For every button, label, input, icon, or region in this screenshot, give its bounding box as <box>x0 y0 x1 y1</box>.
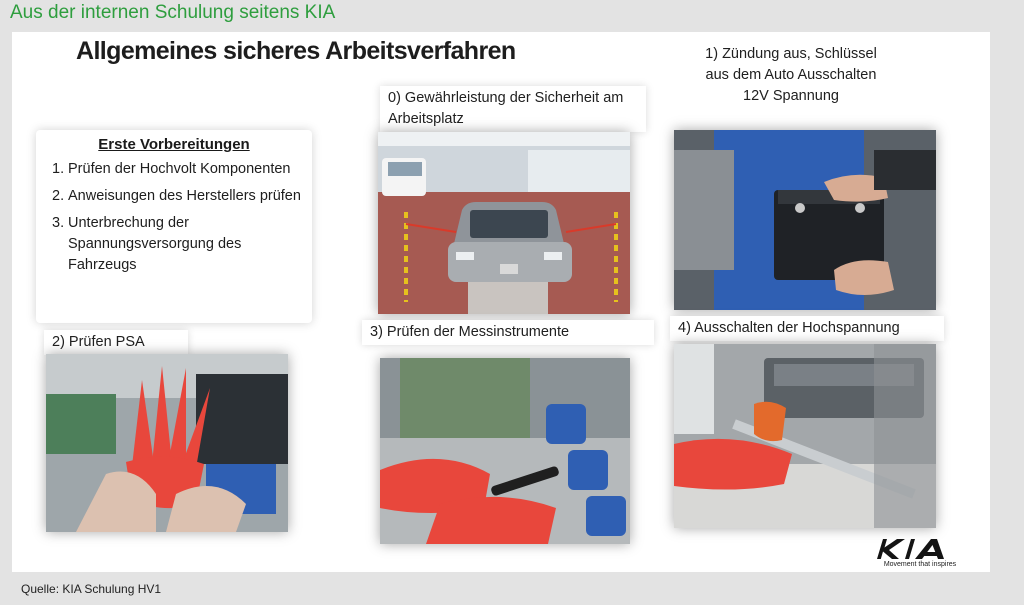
preparation-list <box>36 159 312 276</box>
slide <box>12 32 990 572</box>
battery-disconnect-illustration <box>674 130 936 310</box>
step4-caption: 4) Ausschalten der Hochspannung <box>670 316 944 341</box>
kia-tagline: Movement that inspires <box>883 561 957 568</box>
step3-caption: 3) Prüfen der Messinstrumente <box>362 320 654 345</box>
preparation-item: 3. Unterbrechung der Spannungsversorgung des Fahrzeugs <box>52 215 242 273</box>
step0-caption: 0) Gewährleistung der Sicherheit am Arbeitsplatz <box>380 86 646 132</box>
glove-inspection-illustration <box>46 354 288 532</box>
preparation-item: 2. Anweisungen des Herstellers prüfen <box>52 188 301 204</box>
kia-logo <box>872 538 968 568</box>
slide-title: Allgemeines sicheres Arbeitsverfahren <box>76 37 516 65</box>
step2-caption: 2) Prüfen PSA <box>44 330 188 355</box>
step1-caption: 1) Zündung aus, Schlüssel aus dem Auto Ausschalten 12V Spannung <box>688 42 894 109</box>
preparation-item: 1. Prüfen der Hochvolt Komponenten <box>52 161 291 177</box>
ppe-check-photo <box>46 354 288 532</box>
workplace-safety-photo <box>378 132 630 314</box>
meter-check-illustration <box>380 358 630 544</box>
kia-logo-mark <box>875 538 965 560</box>
battery-disconnect-photo <box>674 130 936 310</box>
preparation-title: Erste Vorbereitungen <box>98 136 250 153</box>
header-title: Aus der internen Schulung seitens KIA <box>10 2 336 23</box>
measuring-instruments-photo <box>380 358 630 544</box>
hv-disconnect-illustration <box>674 344 936 528</box>
preparation-box <box>36 130 312 323</box>
car-on-lift-illustration <box>378 132 630 314</box>
high-voltage-disconnect-photo <box>674 344 936 528</box>
footer-source: Quelle: KIA Schulung HV1 <box>21 582 162 596</box>
